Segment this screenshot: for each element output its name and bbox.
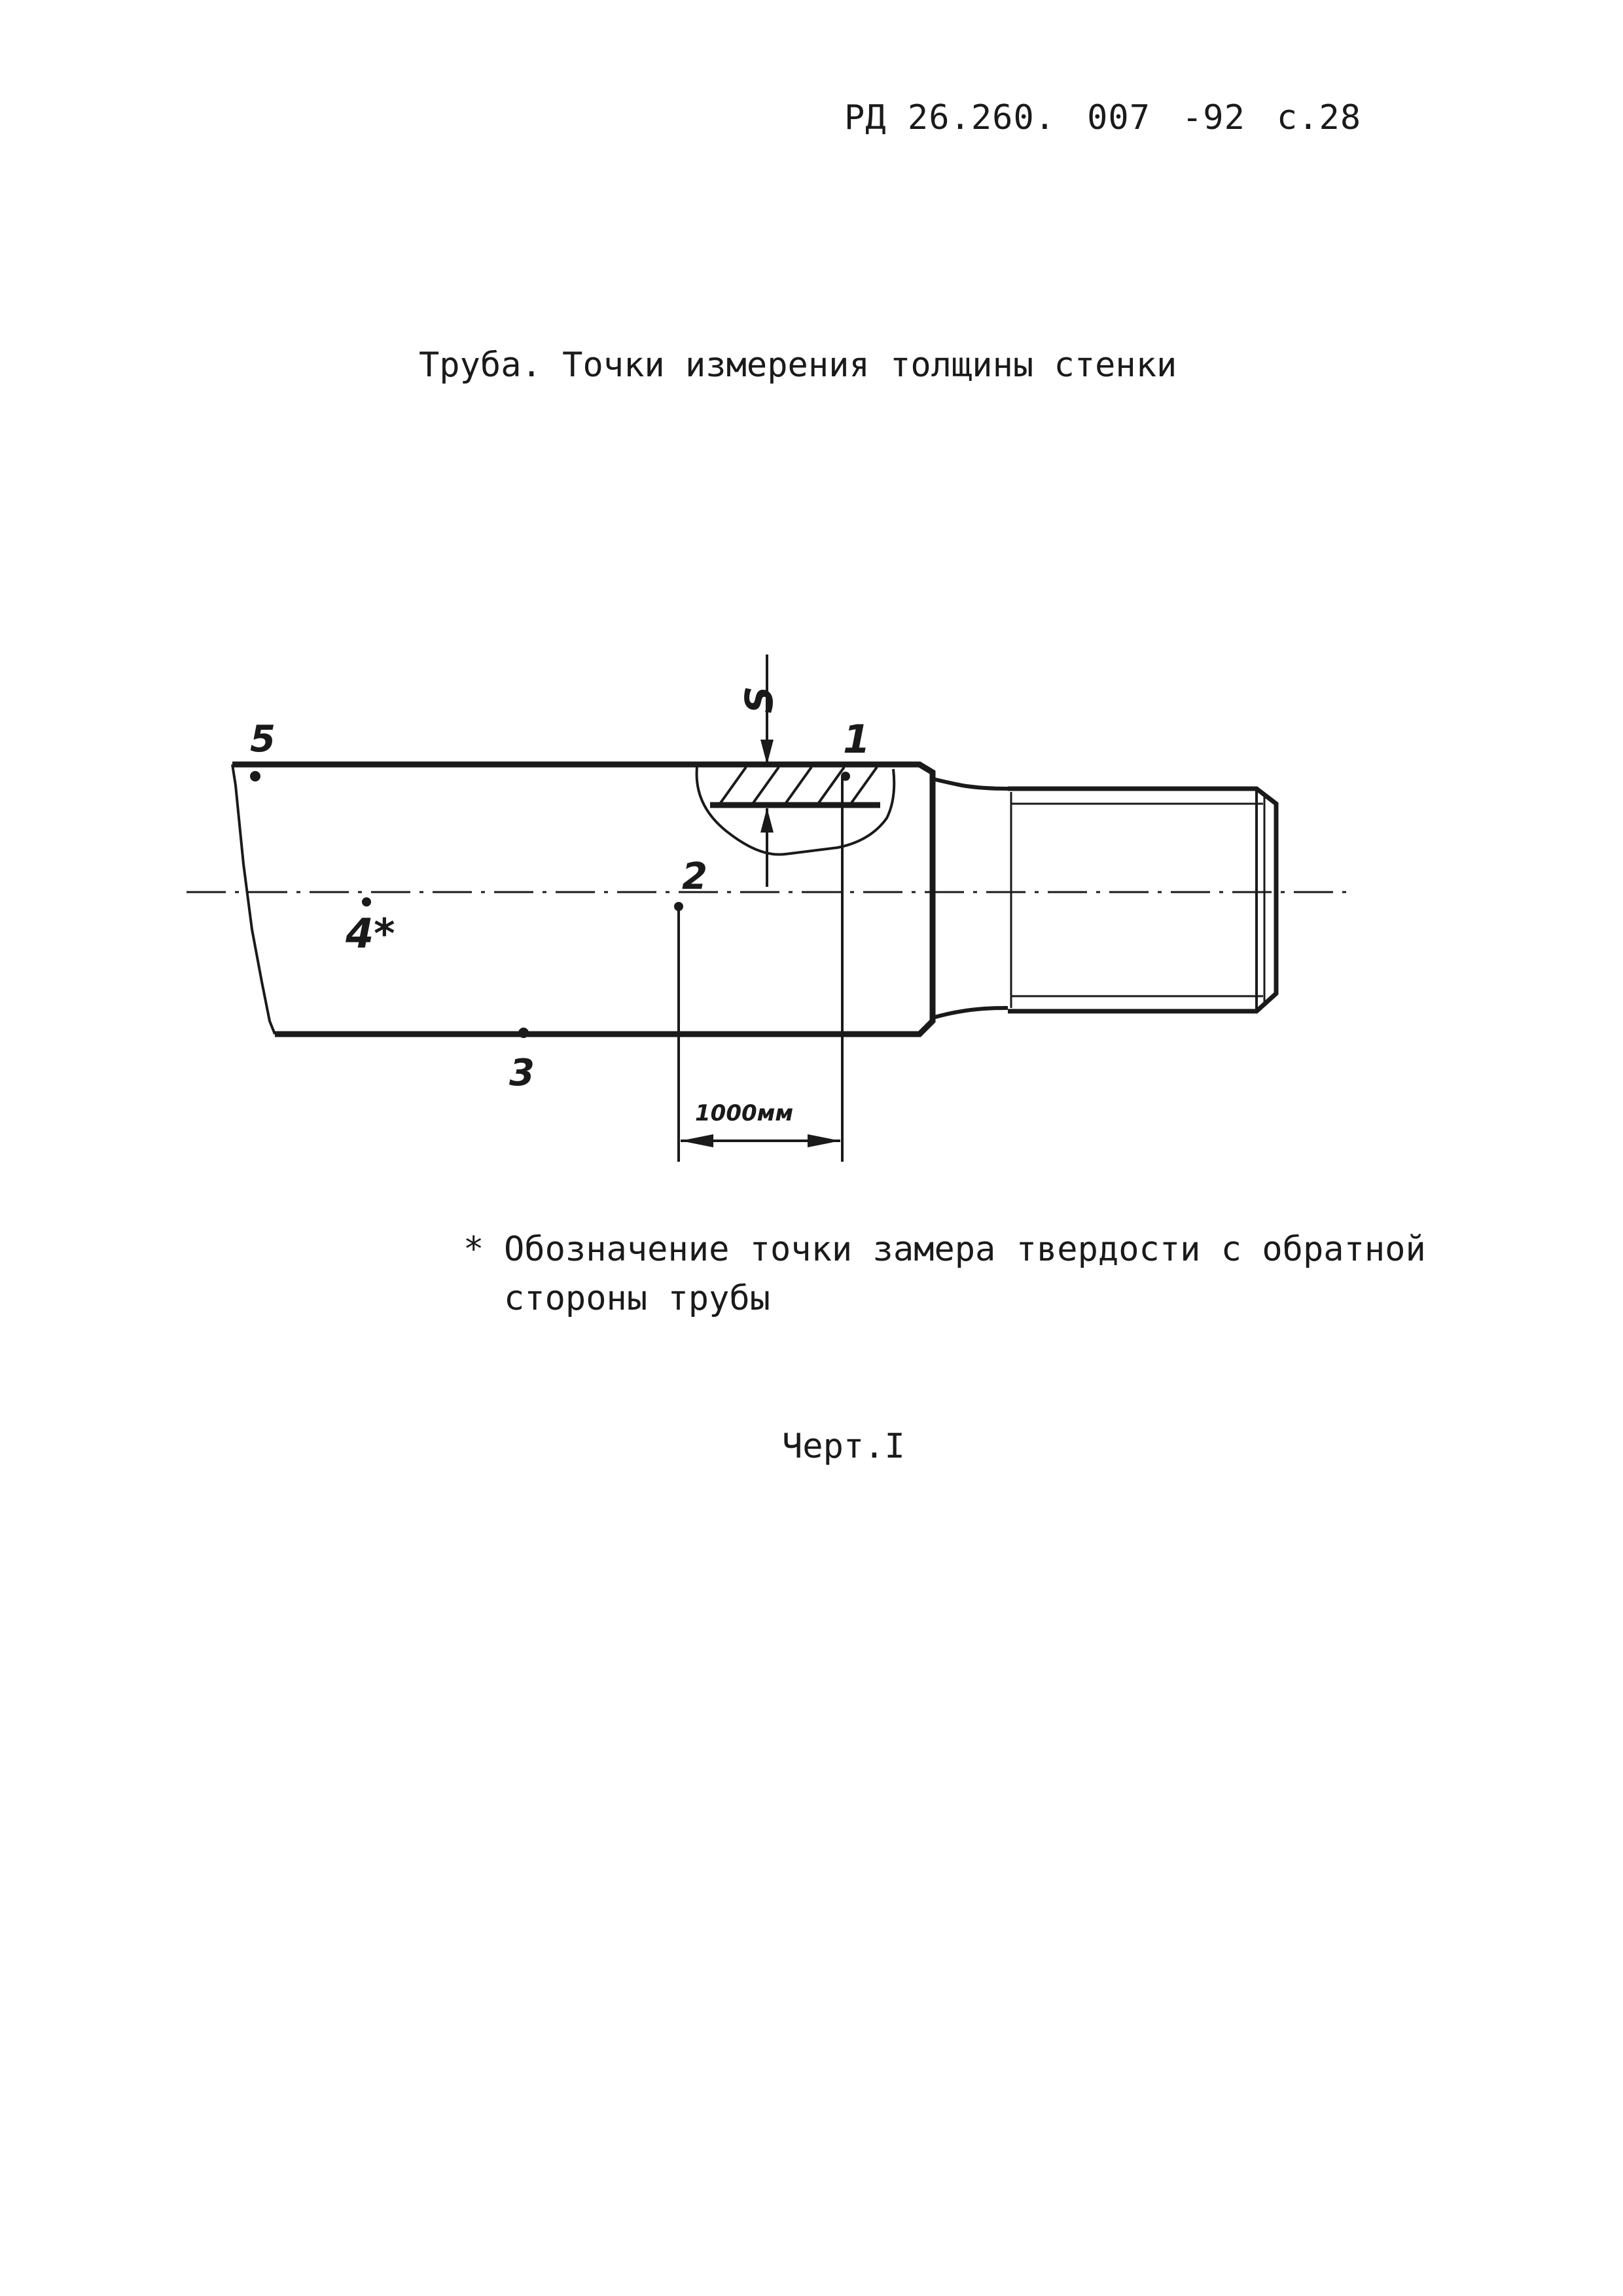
point-1-marker: [841, 772, 850, 781]
footnote-marker: *: [463, 1230, 484, 1269]
figure-title: Труба. Точки измерения толщины стенки: [419, 346, 1177, 385]
dimension-label: 1000мм: [695, 1100, 794, 1126]
point-4-marker: [362, 897, 371, 906]
pipe-break-line: [232, 764, 275, 1034]
upper-shoulder: [933, 779, 1008, 789]
cutaway-outline: [697, 767, 895, 855]
dimension-arrow-right: [808, 1134, 840, 1147]
label-2: 2: [682, 855, 707, 898]
figure-caption: Черт.I: [782, 1427, 905, 1466]
threaded-end-outline: [1008, 789, 1276, 1011]
footnote-line-2: стороны трубы: [504, 1279, 770, 1318]
point-5-marker: [250, 771, 260, 781]
label-5: 5: [250, 718, 276, 761]
label-s: S: [737, 686, 781, 713]
footnote-line-1: [463, 1225, 1484, 1274]
s-arrow-top-head: [760, 740, 774, 764]
label-1: 1: [843, 717, 870, 762]
doc-year: -92: [1182, 98, 1245, 137]
label-3: 3: [509, 1052, 535, 1094]
doc-code: РД 26.260.: [844, 98, 1056, 137]
lower-shoulder: [933, 1008, 1008, 1018]
label-4: 4*: [346, 910, 395, 958]
page-ref: с.28: [1276, 98, 1362, 137]
hatching: [720, 767, 877, 804]
point-3-marker: [518, 1028, 529, 1038]
dimension-arrow-left: [681, 1134, 713, 1147]
doc-number: 007: [1087, 98, 1150, 137]
s-arrow-bottom-head: [760, 808, 774, 833]
footnote: [463, 1225, 1484, 1323]
footnote-text-1: Обозначение точки замера твердости с обратной: [504, 1230, 1426, 1269]
point-2-marker: [674, 902, 683, 911]
